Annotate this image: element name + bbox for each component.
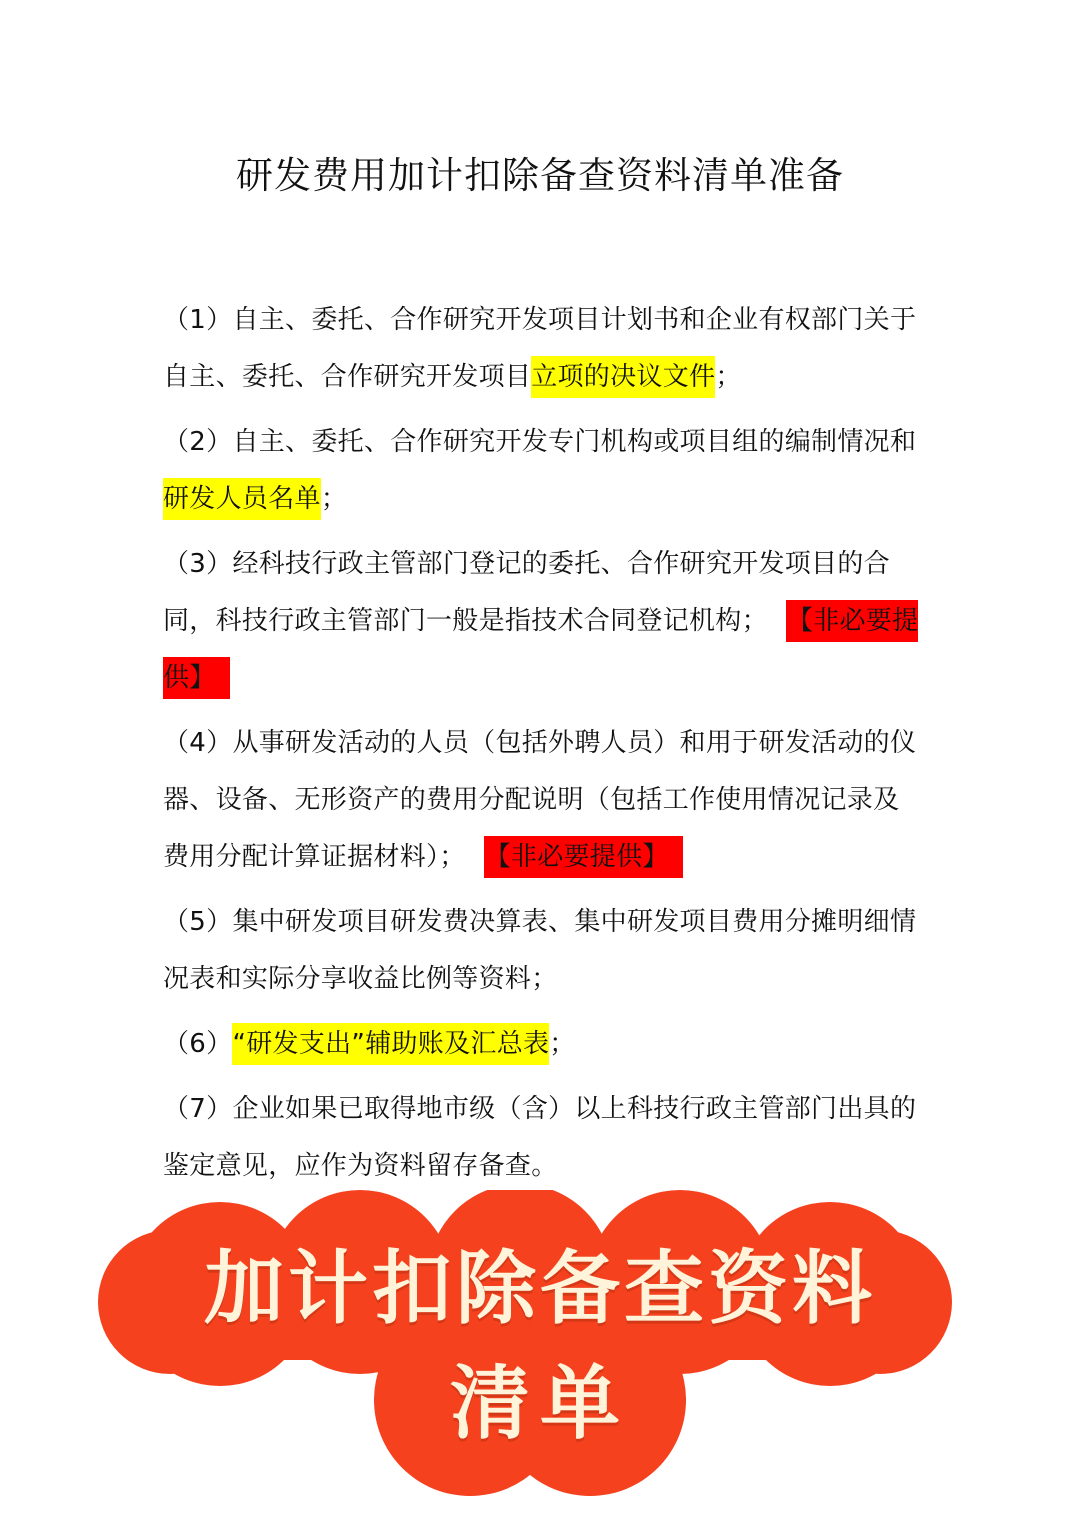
item-6-highlight: “研发支出”辅助账及汇总表 bbox=[232, 1023, 549, 1065]
list-item-5 bbox=[163, 894, 919, 1008]
item-2-text: （2）自主、委托、合作研究开发专门机构或项目组的编制情况和 bbox=[163, 427, 917, 457]
list-item-6 bbox=[163, 1016, 919, 1073]
item-1-highlight: 立项的决议文件 bbox=[531, 356, 715, 398]
item-7-text: （7）企业如果已取得地市级（含）以上科技行政主管部门出具的鉴定意见，应作为资料留存备查。 bbox=[163, 1094, 917, 1181]
item-3-badge: 【非必要提供】 bbox=[163, 600, 918, 699]
banner-title-line1: 加计扣除备查资料 bbox=[204, 1241, 876, 1335]
item-4-badge: 【非必要提供】 bbox=[484, 836, 683, 878]
item-5-text: （5）集中研发项目研发费决算表、集中研发项目费用分摊明细情况表和实际分享收益比例等资料； bbox=[163, 907, 917, 994]
item-6-prefix: （6） bbox=[163, 1029, 233, 1059]
list-item-1 bbox=[163, 292, 919, 406]
page-title: 研发费用加计扣除备查资料清单准备 bbox=[236, 154, 844, 197]
item-1-text: （1）自主、委托、合作研究开发项目计划书和企业有权部门关于自主、委托、合作研究开发项目 bbox=[163, 305, 917, 392]
item-3-text: （3）经科技行政主管部门登记的委托、合作研究开发项目的合同，科技行政主管部门一般是指技术合同登记机构； bbox=[163, 549, 890, 636]
list-item-7 bbox=[163, 1081, 919, 1195]
item-2-highlight: 研发人员名单 bbox=[163, 478, 321, 520]
item-6-tail: ； bbox=[549, 1029, 576, 1059]
banner-title-line2: 清单 bbox=[450, 1356, 630, 1450]
list-item-4 bbox=[163, 715, 919, 886]
list-item-2 bbox=[163, 414, 919, 528]
item-1-tail: ； bbox=[715, 362, 742, 392]
checklist bbox=[163, 292, 919, 1203]
item-2-tail: ； bbox=[320, 484, 348, 514]
item-4-text: （4）从事研发活动的人员（包括外聘人员）和用于研发活动的仪器、设备、无形资产的费用分配说明（包括工作使用情况记录及费用分配计算证据材料）； bbox=[163, 728, 917, 872]
list-item-3 bbox=[163, 536, 919, 707]
